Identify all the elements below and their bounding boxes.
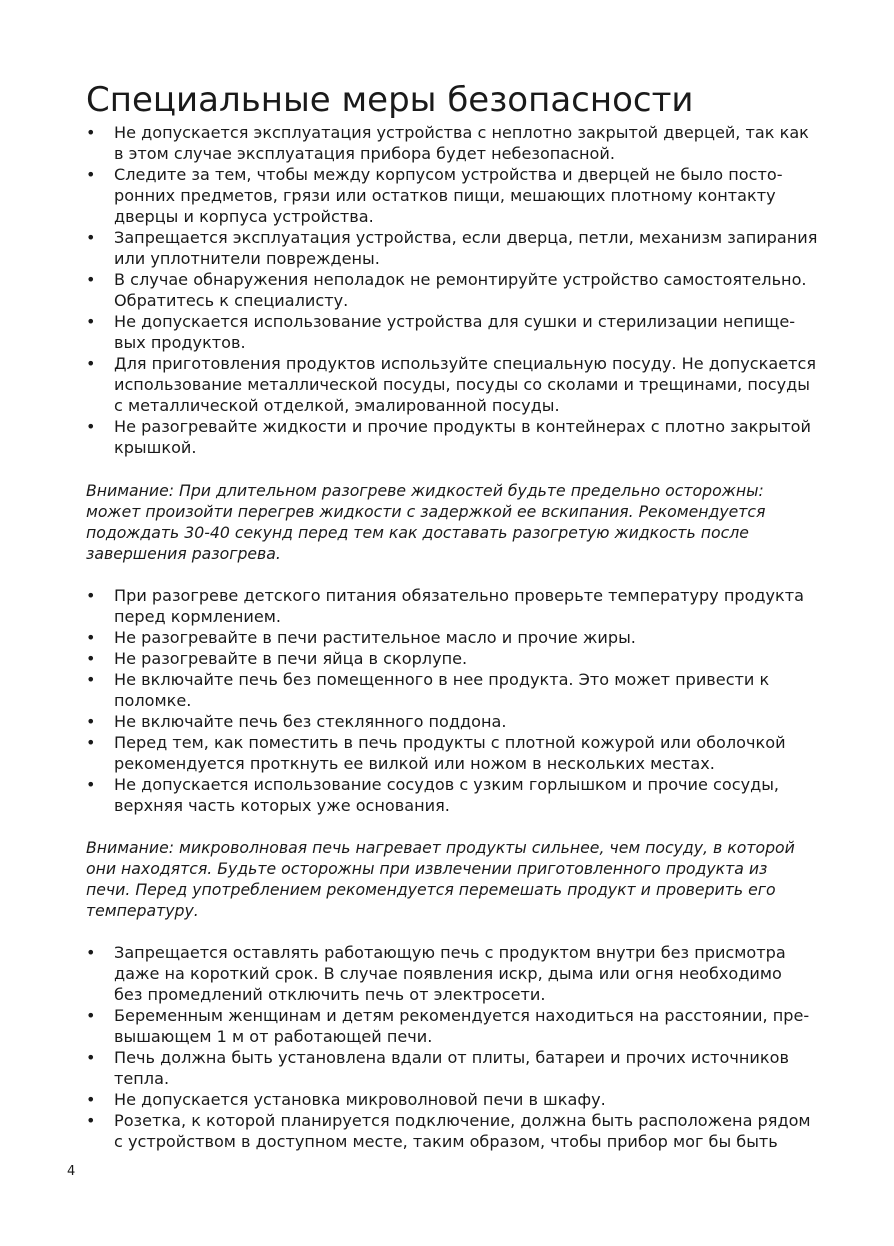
list-item-line: • Не включайте печь без помещенного в нее продукта. Это может привести к xyxy=(114,670,770,689)
note-line: температуру. xyxy=(86,901,199,920)
list-item-line: Обратитесь к специалисту. xyxy=(114,291,349,310)
list-item xyxy=(86,122,820,164)
list-item-line: • Не допускается использование сосудов с узким горлышком и прочие сосуды, xyxy=(114,775,780,794)
list-item xyxy=(86,1047,820,1089)
list-item xyxy=(86,416,820,458)
note-line: завершения разогрева. xyxy=(86,544,281,563)
list-item xyxy=(86,774,820,816)
note-line: подождать 30-40 секунд перед тем как доставать разогретую жидкость после xyxy=(86,523,749,542)
safety-list-2 xyxy=(86,585,820,816)
list-item-line: крышкой. xyxy=(114,438,197,457)
note-line: они находятся. Будьте осторожны при извлечении приготовленного продукта из xyxy=(86,859,768,878)
list-item xyxy=(86,1005,820,1047)
note-line: Внимание: микроволновая печь нагревает продукты сильнее, чем посуду, в которой xyxy=(86,838,795,857)
list-item xyxy=(86,311,820,353)
list-item-line: в этом случае эксплуатация прибора будет небезопасной. xyxy=(114,144,615,163)
list-item-line: • Не допускается эксплуатация устройства с неплотно закрытой дверцей, так как xyxy=(114,123,809,142)
list-item xyxy=(86,1089,820,1110)
list-item-line: • Не разогревайте жидкости и прочие продукты в контейнерах с плотно закрытой xyxy=(114,417,811,436)
safety-list-3 xyxy=(86,942,820,1152)
list-item-line: с металлической отделкой, эмалированной посуды. xyxy=(114,396,560,415)
list-item-line: дверцы и корпуса устройства. xyxy=(114,207,374,226)
list-item xyxy=(86,585,820,627)
list-item-line: вых продуктов. xyxy=(114,333,246,352)
page-title: Специальные меры безопасности xyxy=(86,80,694,120)
list-item xyxy=(86,732,820,774)
list-item-line: даже на короткий срок. В случае появления искр, дыма или огня необходимо xyxy=(114,964,782,983)
list-item-line: • Запрещается эксплуатация устройства, если дверца, петли, механизм запирания xyxy=(114,228,818,247)
note-line: может произойти перегрев жидкости с задержкой ее вскипания. Рекомендуется xyxy=(86,502,766,521)
list-item-line: • Беременным женщинам и детям рекомендуется находиться на расстоянии, пре- xyxy=(114,1006,810,1025)
list-item-line: перед кормлением. xyxy=(114,607,282,626)
list-item-line: • Розетка, к которой планируется подключение, должна быть расположена рядом xyxy=(114,1111,811,1130)
list-item-line: • Для приготовления продуктов используйте специальную посуду. Не допускается xyxy=(114,354,817,373)
list-item xyxy=(86,164,820,227)
list-item xyxy=(86,227,820,269)
list-item-line: • Не разогревайте в печи растительное масло и прочие жиры. xyxy=(114,628,636,647)
list-item-line: • В случае обнаружения неполадок не ремонтируйте устройство самостоятельно. xyxy=(114,270,807,289)
warning-note-heating xyxy=(86,837,820,921)
list-item-line: • Не разогревайте в печи яйца в скорлупе. xyxy=(114,649,468,668)
list-item-line: • Перед тем, как поместить в печь продукты с плотной кожурой или оболочкой xyxy=(114,733,786,752)
list-item-line: поломке. xyxy=(114,691,192,710)
list-item-line: • Не включайте печь без стеклянного поддона. xyxy=(114,712,507,731)
list-item-line: тепла. xyxy=(114,1069,170,1088)
list-item xyxy=(86,1110,820,1152)
note-line: Внимание: При длительном разогреве жидкостей будьте предельно осторожны: xyxy=(86,481,764,500)
list-item xyxy=(86,269,820,311)
list-item-line: • Не допускается установка микроволновой печи в шкафу. xyxy=(114,1090,606,1109)
list-item xyxy=(86,711,820,732)
list-item-line: • Не допускается использование устройства для сушки и стерилизации непище- xyxy=(114,312,796,331)
list-item xyxy=(86,627,820,648)
list-item-line: • Запрещается оставлять работающую печь с продуктом внутри без присмотра xyxy=(114,943,786,962)
list-item-line: вышающем 1 м от работающей печи. xyxy=(114,1027,433,1046)
list-item-line: • Печь должна быть установлена вдали от плиты, батареи и прочих источников xyxy=(114,1048,789,1067)
list-item-line: с устройством в доступном месте, таким образом, чтобы прибор мог бы быть xyxy=(114,1132,778,1151)
list-item xyxy=(86,942,820,1005)
note-line: печи. Перед употреблением рекомендуется перемешать продукт и проверить его xyxy=(86,880,776,899)
list-item-line: верхняя часть которых уже основания. xyxy=(114,796,450,815)
list-item-line: • При разогреве детского питания обязательно проверьте температуру продукта xyxy=(114,586,805,605)
list-item-line: • Следите за тем, чтобы между корпусом устройства и дверцей не было посто- xyxy=(114,165,783,184)
list-item-line: ронних предметов, грязи или остатков пищи, мешающих плотному контакту xyxy=(114,186,776,205)
warning-note-liquids xyxy=(86,480,820,564)
list-item-line: использование металлической посуды, посуды со сколами и трещинами, посуды xyxy=(114,375,810,394)
list-item xyxy=(86,648,820,669)
safety-list-1 xyxy=(86,122,820,458)
list-item-line: или уплотнители повреждены. xyxy=(114,249,380,268)
list-item-line: рекомендуется проткнуть ее вилкой или ножом в нескольких местах. xyxy=(114,754,715,773)
list-item-line: без промедлений отключить печь от электросети. xyxy=(114,985,546,1004)
page-number: 4 xyxy=(67,1164,76,1179)
list-item xyxy=(86,669,820,711)
list-item xyxy=(86,353,820,416)
